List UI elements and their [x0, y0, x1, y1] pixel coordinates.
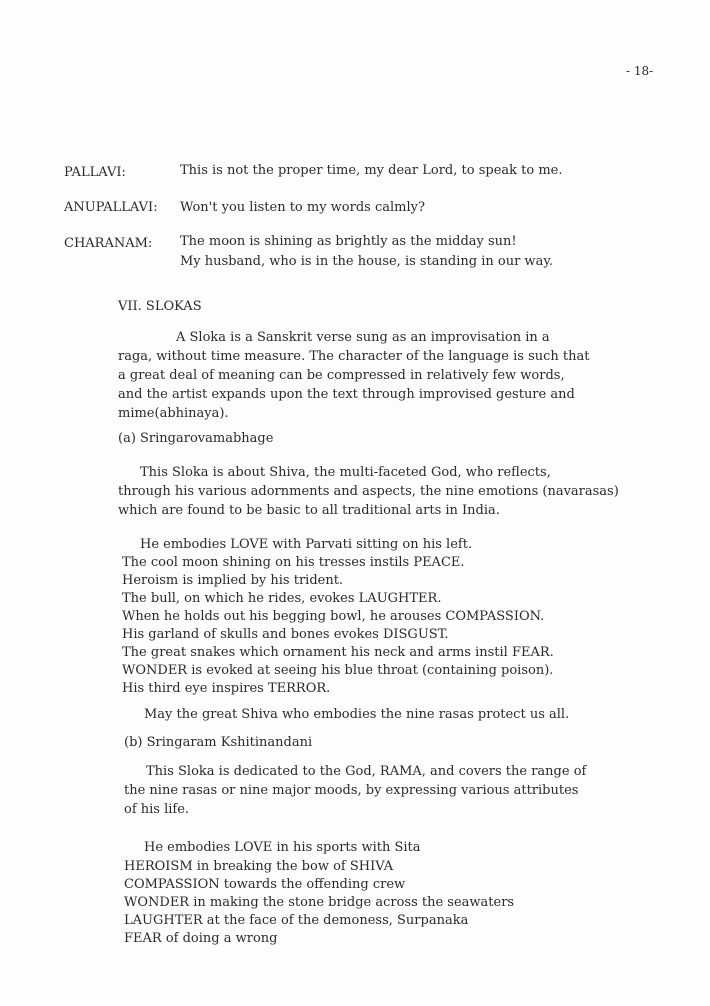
verse-line: He embodies LOVE in his sports with Sita	[144, 840, 421, 855]
verse-line: WONDER in making the stone bridge across the seawaters	[124, 895, 515, 910]
intro-line: mime(abhinaya).	[118, 406, 229, 421]
verse-line: His garland of skulls and bones evokes DISGUST.	[122, 627, 449, 642]
song-line: Won't you listen to my words calmly?	[180, 200, 425, 215]
sloka-a-heading: (a) Sringarovamabhage	[118, 431, 274, 446]
intro-line: and the artist expands upon the text through improvised gesture and	[118, 387, 575, 402]
sloka-a-closing	[144, 683, 570, 722]
desc-line: which are found to be basic to all traditional arts in India.	[118, 503, 500, 518]
song-label-anupallavi: ANUPALLAVI:	[64, 200, 158, 215]
intro-line: a great deal of meaning can be compressed in relatively few words,	[118, 368, 565, 383]
closing-text: May the great Shiva who embodies the nine rasas protect us all.	[144, 707, 570, 722]
verse-line: He embodies LOVE with Parvati sitting on his left.	[140, 537, 473, 552]
verse-line: When he holds out his begging bowl, he arouses COMPASSION.	[122, 609, 545, 624]
song-label-charanam: CHARANAM:	[64, 236, 153, 251]
verse-line: Heroism is implied by his trident.	[122, 573, 344, 588]
desc-line: of his life.	[124, 802, 190, 817]
intro-line: raga, without time measure. The character of the language is such that	[118, 349, 590, 364]
song-line: The moon is shining as brightly as the midday sun!	[180, 234, 517, 249]
desc-line: This Sloka is dedicated to the God, RAMA, and covers the range of	[146, 764, 587, 779]
page-number: - 18-	[626, 64, 654, 78]
verse-line: FEAR of doing a wrong	[124, 931, 278, 946]
desc-line: through his various adornments and aspects, the nine emotions (navarasas)	[118, 484, 619, 499]
verse-line: The bull, on which he rides, evokes LAUGHTER.	[122, 591, 442, 606]
song-line: This is not the proper time, my dear Lord, to speak to me.	[180, 163, 563, 178]
verse-line: WONDER is evoked at seeing his blue throat (containing poison).	[122, 663, 554, 678]
sloka-b-heading: (b) Sringaram Kshitinandani	[124, 735, 313, 750]
verse-line: HEROISM in breaking the bow of SHIVA	[124, 859, 394, 874]
desc-line: the nine rasas or nine major moods, by expressing various attributes	[124, 783, 579, 798]
song-label-pallavi: PALLAVI:	[64, 165, 126, 180]
verse-line: His third eye inspires TERROR.	[122, 681, 331, 696]
song-line: My husband, who is in the house, is standing in our way.	[180, 254, 554, 269]
intro-line: A Sloka is a Sanskrit verse sung as an improvisation in a	[176, 330, 550, 345]
verse-line: LAUGHTER at the face of the demoness, Surpanaka	[124, 913, 469, 928]
verse-line: The great snakes which ornament his neck and arms instil FEAR.	[122, 645, 554, 660]
verse-line: COMPASSION towards the offending crew	[124, 877, 406, 892]
section-heading: VII. SLOKAS	[118, 299, 202, 314]
verse-line: The cool moon shining on his tresses instils PEACE.	[122, 555, 465, 570]
desc-line: This Sloka is about Shiva, the multi-faceted God, who reflects,	[140, 465, 551, 480]
